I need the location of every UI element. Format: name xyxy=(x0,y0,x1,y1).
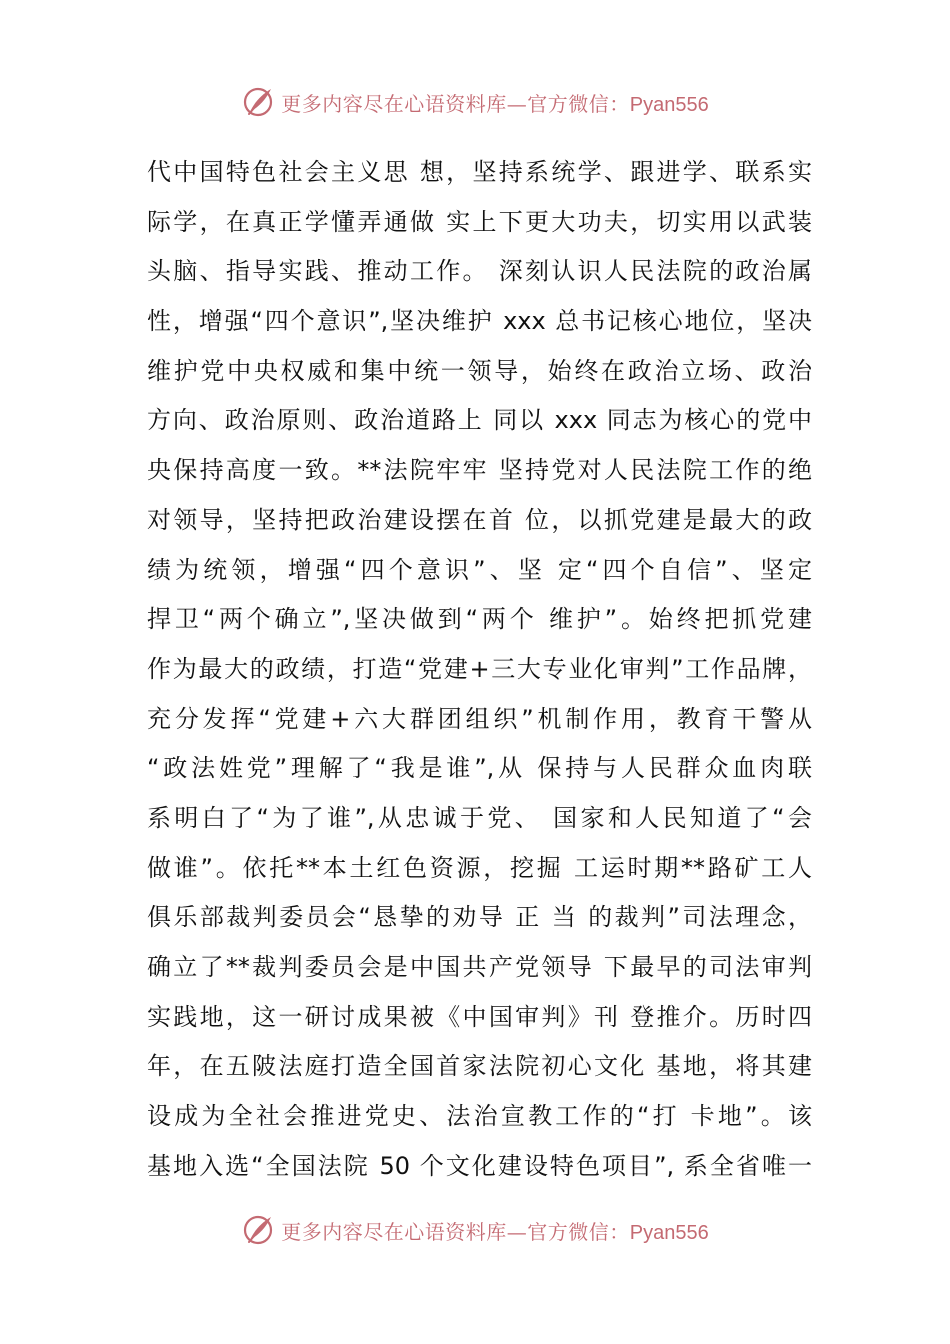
text-line: “政法姓党”理解了“我是谁”,从 保持与人民群众血肉联 xyxy=(147,754,812,783)
quill-logo-icon xyxy=(241,1213,275,1247)
text-line: 年，在五陂法庭打造全国首家法院初心文化 基地，将其建 xyxy=(147,1052,812,1081)
text-line: 确立了**裁判委员会是中国共产党领导 下最早的司法审判 xyxy=(147,953,812,981)
wechat-id: Pyan556 xyxy=(629,93,709,116)
text-line: 设成为全社会推进党史、法治宣教工作的“打 卡地”。该 xyxy=(147,1102,812,1131)
text-line: 际学，在真正学懂弄通做 实上下更大功夫，切实用以武装 xyxy=(147,207,812,236)
text-line: 性，增强“四个意识”,坚决维护 xxx 总书记核心地位，坚决 xyxy=(147,307,812,336)
quill-logo-icon xyxy=(241,85,275,119)
text-line: 系明白了“为了谁”,从忠诚于党、 国家和人民知道了“会 xyxy=(147,803,812,832)
document-body xyxy=(147,148,812,1191)
text-line: 绩为统领，增强“四个意识”、坚 定“四个自信”、坚定 xyxy=(147,555,812,584)
banner-text xyxy=(281,1216,708,1245)
text-line: 基地入选“全国法院 50 个文化建设特色项目”, 系全省唯一 xyxy=(147,1151,812,1180)
text-line: 捍卫“两个确立”,坚决做到“两个 维护”。始终把抓党建 xyxy=(147,605,812,634)
header-banner xyxy=(0,82,950,122)
text-line: 做谁”。依托**本土红色资源，挖掘 工运时期**路矿工人 xyxy=(147,853,812,882)
text-line: 作为最大的政绩，打造“党建+三大专业化审判”工作品牌， xyxy=(147,654,812,683)
banner-slogan: 更多内容尽在心语资料库—官方微信： xyxy=(281,91,630,116)
text-line: 方向、政治原则、政治道路上 同以 xxx 同志为核心的党中 xyxy=(147,406,812,435)
text-line: 对领导，坚持把政治建设摆在首 位，以抓党建是最大的政 xyxy=(147,505,812,534)
text-line: 维护党中央权威和集中统一领导，始终在政治立场、政治 xyxy=(147,356,812,385)
text-line: 实践地，这一研讨成果被《中国审判》刊 登推介。历时四 xyxy=(147,1002,812,1031)
text-line: 俱乐部裁判委员会“恳挚的劝导 正 当 的裁判”司法理念， xyxy=(147,903,812,932)
footer-banner xyxy=(0,1210,950,1250)
text-line: 央保持高度一致。**法院牢牢 坚持党对人民法院工作的绝 xyxy=(147,456,812,485)
banner-text xyxy=(281,88,708,117)
wechat-id: Pyan556 xyxy=(629,1221,709,1244)
text-line: 充分发挥“党建+六大群团组织”机制作用，教育干警从 xyxy=(147,704,812,733)
text-line: 头脑、指导实践、推动工作。 深刻认识人民法院的政治属 xyxy=(147,257,812,286)
banner-slogan: 更多内容尽在心语资料库—官方微信： xyxy=(281,1219,630,1244)
text-line: 代中国特色社会主义思 想，坚持系统学、跟进学、联系实 xyxy=(147,158,812,186)
